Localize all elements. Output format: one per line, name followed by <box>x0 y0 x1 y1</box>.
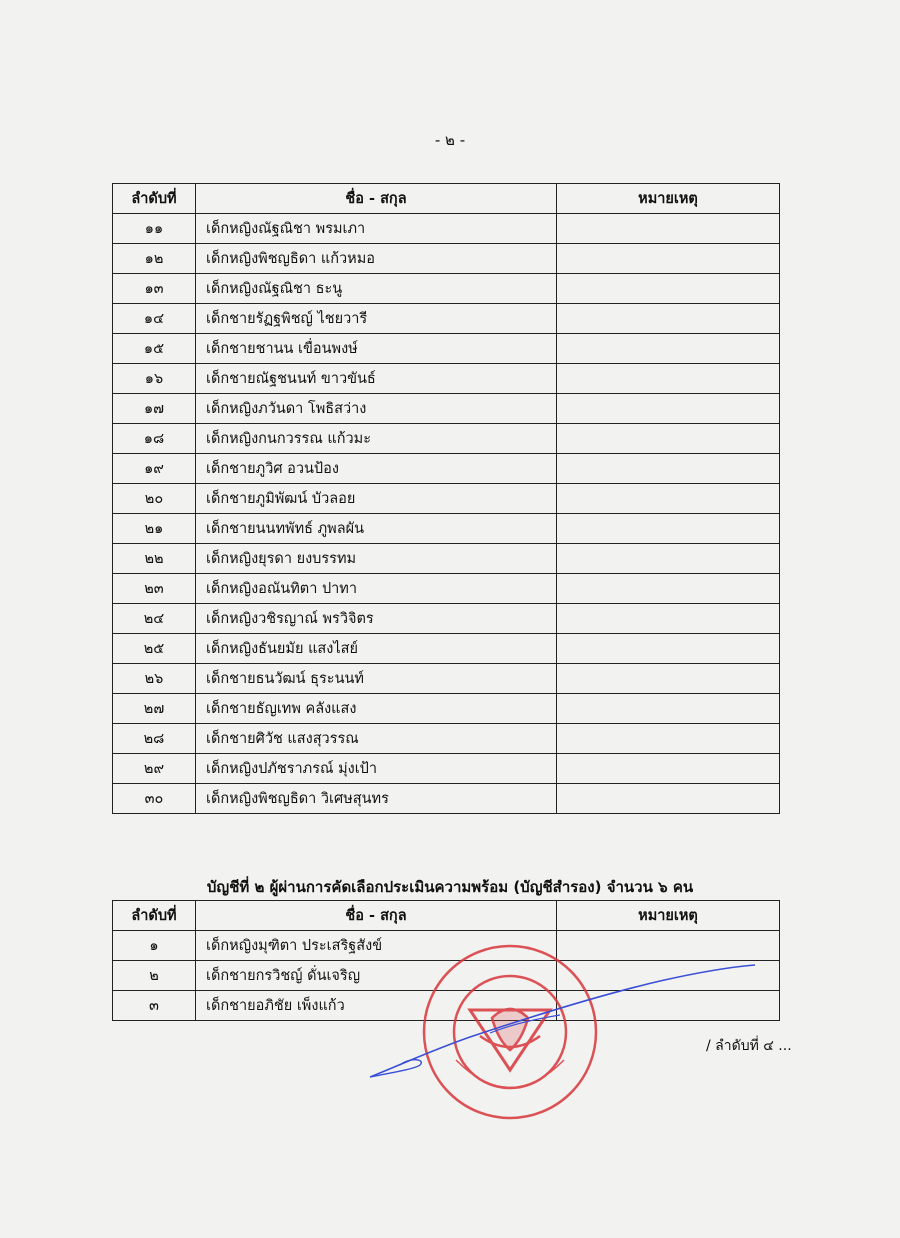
row-number: ๒๑ <box>113 514 196 544</box>
student-name: เด็กหญิงปภัชราภรณ์ มุ่งเป้า <box>196 754 557 784</box>
row-number: ๑๔ <box>113 304 196 334</box>
row-number: ๒ <box>113 961 196 991</box>
table-row <box>113 334 780 364</box>
table-row <box>113 604 780 634</box>
row-number: ๑๘ <box>113 424 196 454</box>
student-name: เด็กหญิงพิชญธิดา วิเศษสุนทร <box>196 784 557 814</box>
table-row <box>113 214 780 244</box>
table-header-row <box>113 184 780 214</box>
row-note <box>557 244 780 274</box>
student-name: เด็กหญิงมุฑิตา ประเสริฐสังข์ <box>196 931 557 961</box>
header-note: หมายเหตุ <box>557 184 780 214</box>
student-name: เด็กหญิงยุรดา ยงบรรทม <box>196 544 557 574</box>
row-note <box>557 754 780 784</box>
table-row <box>113 274 780 304</box>
student-name: เด็กชายธัญเทพ คลังแสง <box>196 694 557 724</box>
row-note <box>557 544 780 574</box>
student-name: เด็กชายภูมิพัฒน์ บัวลอย <box>196 484 557 514</box>
row-number: ๑๖ <box>113 364 196 394</box>
table-row <box>113 724 780 754</box>
row-number: ๑๓ <box>113 274 196 304</box>
student-name: เด็กหญิงพิชญธิดา แก้วหมอ <box>196 244 557 274</box>
table-row <box>113 484 780 514</box>
row-number: ๑๒ <box>113 244 196 274</box>
student-name: เด็กหญิงณัฐณิชา พรมเภา <box>196 214 557 244</box>
table-row <box>113 544 780 574</box>
row-number: ๒๓ <box>113 574 196 604</box>
row-note <box>557 484 780 514</box>
row-number: ๓๐ <box>113 784 196 814</box>
student-name: เด็กหญิงอณันทิตา ปาทา <box>196 574 557 604</box>
row-note <box>557 574 780 604</box>
row-number: ๑๕ <box>113 334 196 364</box>
header-order: ลำดับที่ <box>113 184 196 214</box>
row-number: ๒๙ <box>113 754 196 784</box>
row-number: ๒๔ <box>113 604 196 634</box>
row-note <box>557 694 780 724</box>
row-note <box>557 454 780 484</box>
row-note <box>557 604 780 634</box>
table-row <box>113 784 780 814</box>
student-name: เด็กหญิงณัฐณิชา ธะนู <box>196 274 557 304</box>
row-note <box>557 364 780 394</box>
row-number: ๑ <box>113 931 196 961</box>
table-row <box>113 364 780 394</box>
header-order: ลำดับที่ <box>113 901 196 931</box>
row-note <box>557 334 780 364</box>
row-number: ๒๘ <box>113 724 196 754</box>
row-note <box>557 424 780 454</box>
student-name: เด็กชายศิวัช แสงสุวรรณ <box>196 724 557 754</box>
header-note: หมายเหตุ <box>557 901 780 931</box>
table-row <box>113 394 780 424</box>
page-number: - ๒ - <box>434 131 466 149</box>
row-number: ๑๑ <box>113 214 196 244</box>
row-note <box>557 664 780 694</box>
header-name: ชื่อ - สกุล <box>196 901 557 931</box>
row-note <box>557 274 780 304</box>
table-row <box>113 304 780 334</box>
student-name: เด็กชายนนทพัทธ์ ภูพลผัน <box>196 514 557 544</box>
row-number: ๒๐ <box>113 484 196 514</box>
row-note <box>557 394 780 424</box>
table-row <box>113 424 780 454</box>
row-note <box>557 634 780 664</box>
table-row <box>113 664 780 694</box>
student-name: เด็กหญิงภวันดา โพธิสว่าง <box>196 394 557 424</box>
row-note <box>557 724 780 754</box>
row-number: ๒๒ <box>113 544 196 574</box>
student-name: เด็กชายธนวัฒน์ ธุระนนท์ <box>196 664 557 694</box>
row-number: ๒๖ <box>113 664 196 694</box>
row-number: ๑๗ <box>113 394 196 424</box>
signature-mark <box>360 955 760 1095</box>
table-row <box>113 754 780 784</box>
row-note <box>557 514 780 544</box>
student-name: เด็กหญิงกนกวรรณ แก้วมะ <box>196 424 557 454</box>
student-name: เด็กชายชานน เขื่อนพงษ์ <box>196 334 557 364</box>
student-name: เด็กหญิงธันยมัย แสงไสย์ <box>196 634 557 664</box>
student-name: เด็กหญิงวชิรญาณ์ พรวิจิตร <box>196 604 557 634</box>
row-note <box>557 214 780 244</box>
student-name: เด็กชายณัฐชนนท์ ขาวขันธ์ <box>196 364 557 394</box>
student-name: เด็กชายรัฏฐพิชญ์ ไชยวารี <box>196 304 557 334</box>
continuation-note: / ลำดับที่ ๔ ... <box>706 1038 792 1054</box>
table-row <box>113 244 780 274</box>
list-2-heading: บัญชีที่ ๒ ผู้ผ่านการคัดเลือกประเมินความพร้อม (บัญชีสำรอง) จำนวน ๖ คน <box>206 878 694 896</box>
table-row <box>113 574 780 604</box>
table-row <box>113 634 780 664</box>
header-name: ชื่อ - สกุล <box>196 184 557 214</box>
row-note <box>557 304 780 334</box>
row-number: ๑๙ <box>113 454 196 484</box>
student-name: เด็กชายอภิชัย เพ็งแก้ว <box>196 991 557 1021</box>
row-number: ๒๕ <box>113 634 196 664</box>
row-note <box>557 784 780 814</box>
row-number: ๓ <box>113 991 196 1021</box>
student-list-table-1 <box>112 183 780 814</box>
student-name: เด็กชายกรวิชญ์ ดั่นเจริญ <box>196 961 557 991</box>
table-row <box>113 694 780 724</box>
student-name: เด็กชายภูวิศ อวนป้อง <box>196 454 557 484</box>
table-header-row <box>113 901 780 931</box>
table-row <box>113 454 780 484</box>
table-row <box>113 514 780 544</box>
row-number: ๒๗ <box>113 694 196 724</box>
